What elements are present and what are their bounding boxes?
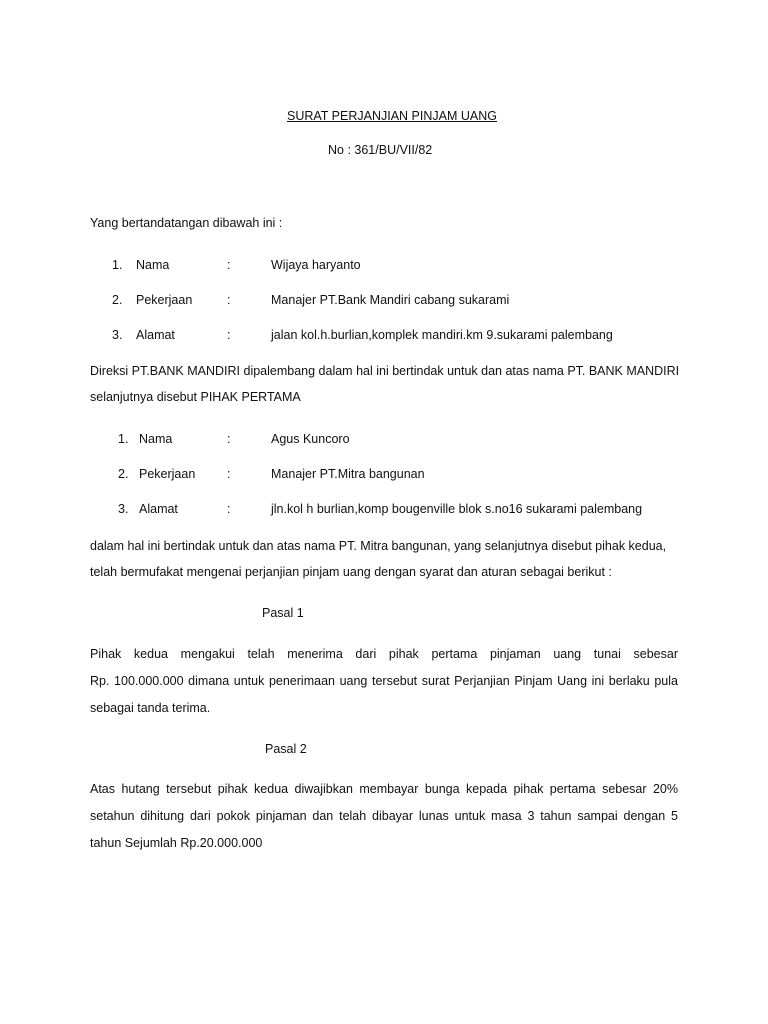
field-value: Manajer PT.Mitra bangunan <box>271 467 425 481</box>
field-label: Nama <box>136 258 170 272</box>
field-label: Alamat <box>139 502 178 516</box>
field-value: Agus Kuncoro <box>271 432 350 446</box>
field-value: Wijaya haryanto <box>271 258 361 272</box>
field-separator: : <box>227 502 231 516</box>
field-value: jln.kol h burlian,komp bougenville blok s.no16 sukarami palembang <box>271 502 643 516</box>
pasal2-line3: tahun Sejumlah Rp.20.000.000 <box>90 836 263 850</box>
field-separator: : <box>227 432 231 446</box>
field-separator: : <box>227 328 231 342</box>
document-title: SURAT PERJANJIAN PINJAM UANG <box>287 109 497 123</box>
party2-item-address <box>0 502 768 522</box>
party1-item-occupation <box>0 293 768 313</box>
party1-item-name <box>0 258 768 278</box>
pasal2-body <box>90 776 678 857</box>
party2-item-occupation <box>0 467 768 487</box>
field-separator: : <box>227 293 231 307</box>
field-value: jalan kol.h.burlian,komplek mandiri.km 9.sukarami palembang <box>271 328 613 342</box>
field-separator: : <box>227 467 231 481</box>
list-number: 1. <box>118 432 129 446</box>
list-number: 2. <box>118 467 129 481</box>
field-label: Alamat <box>136 328 175 342</box>
pasal1-line1: Pihak kedua mengakui telah menerima dari pihak pertama pinjaman uang tunai sebesar <box>90 647 678 661</box>
party2-description-line1: dalam hal ini bertindak untuk dan atas nama PT. Mitra bangunan, yang selanjutnya disebut pihak kedua, <box>90 539 667 553</box>
list-number: 3. <box>112 328 123 342</box>
field-separator: : <box>227 258 231 272</box>
pasal1-line3: sebagai tanda terima. <box>90 701 211 715</box>
field-value: Manajer PT.Bank Mandiri cabang sukarami <box>271 293 510 307</box>
field-label: Nama <box>139 432 173 446</box>
list-number: 1. <box>112 258 123 272</box>
list-number: 3. <box>118 502 129 516</box>
field-label: Pekerjaan <box>136 293 193 307</box>
field-label: Pekerjaan <box>139 467 196 481</box>
pasal2-line1: Atas hutang tersebut pihak kedua diwajibkan membayar bunga kepada pihak pertama sebesar 20% <box>90 782 678 796</box>
intro-text: Yang bertandatangan dibawah ini : <box>90 216 283 230</box>
document-number: No : 361/BU/VII/82 <box>328 143 433 157</box>
party2-description-line2: telah bermufakat mengenai perjanjian pinjam uang dengan syarat dan aturan sebagai berikut : <box>90 565 612 579</box>
list-number: 2. <box>112 293 123 307</box>
party1-description-line1: Direksi PT.BANK MANDIRI dipalembang dalam hal ini bertindak untuk dan atas nama PT. BANK MANDIRI <box>90 364 680 378</box>
pasal1-line2: Rp. 100.000.000 dimana untuk penerimaan uang tersebut surat Perjanjian Pinjam Uang ini berlaku pula <box>90 674 678 688</box>
pasal1-heading: Pasal 1 <box>262 606 304 620</box>
party2-item-name <box>0 432 768 452</box>
pasal1-body <box>90 641 678 722</box>
pasal2-line2: setahun dihitung dari pokok pinjaman dan telah dibayar lunas untuk masa 3 tahun sampai dengan 5 <box>90 809 678 823</box>
party1-item-address <box>0 328 768 348</box>
party1-description-line2: selanjutnya disebut PIHAK PERTAMA <box>90 390 301 404</box>
pasal2-heading: Pasal 2 <box>265 742 307 756</box>
